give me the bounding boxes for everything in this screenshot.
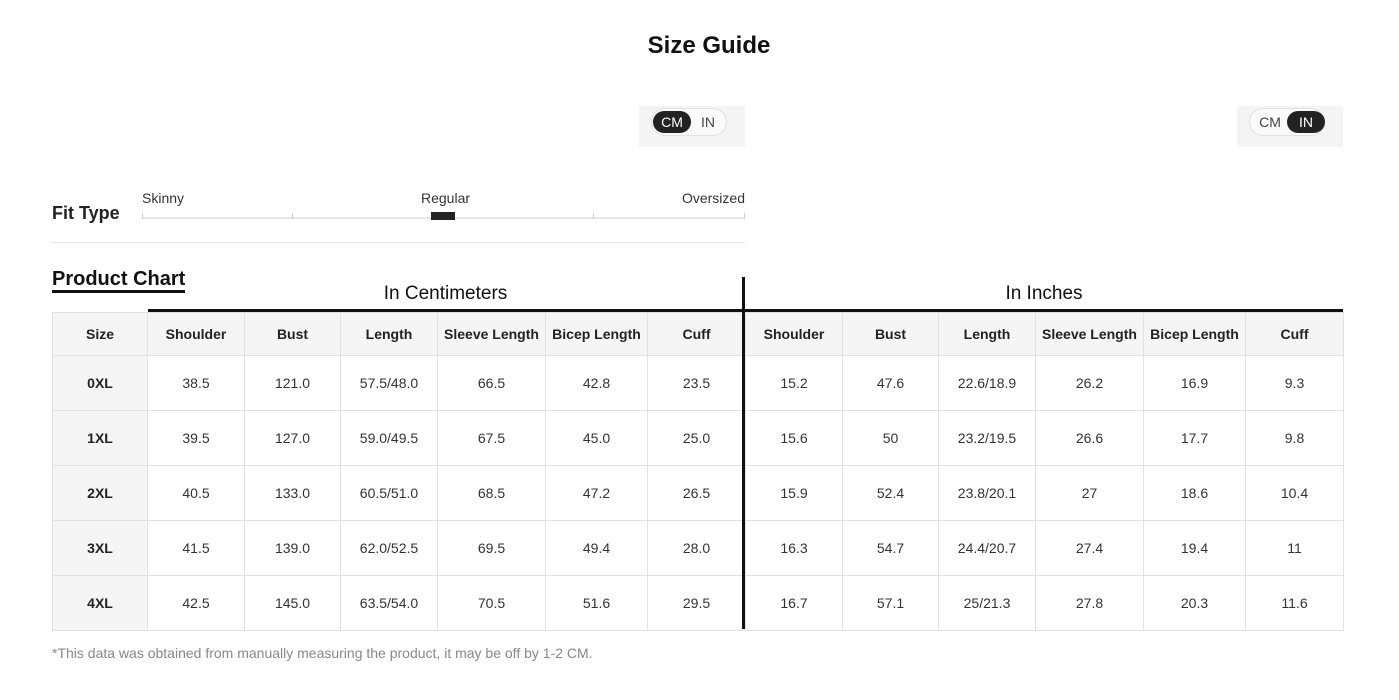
fit-scale-oversized: Oversized — [681, 190, 745, 206]
header-bust-in: Bust — [843, 313, 939, 356]
header-cuff-in: Cuff — [1246, 313, 1344, 356]
table-cell: 121.0 — [245, 356, 341, 411]
table-cell: 17.7 — [1144, 411, 1246, 466]
header-size: Size — [53, 313, 148, 356]
table-cell: 54.7 — [843, 521, 939, 576]
fit-scale-tick — [744, 213, 745, 219]
table-cell: 24.4/20.7 — [939, 521, 1036, 576]
cm-heading: In Centimeters — [383, 283, 508, 304]
size-cell: 3XL — [53, 521, 148, 576]
table-cell: 69.5 — [438, 521, 546, 576]
table-cell: 9.3 — [1246, 356, 1344, 411]
table-cell: 27 — [1036, 466, 1144, 521]
header-sleeve-length-in: Sleeve Length — [1036, 313, 1144, 356]
table-cell: 47.6 — [843, 356, 939, 411]
unit-toggle-panel-cm — [639, 106, 745, 147]
table-cell: 27.4 — [1036, 521, 1144, 576]
size-table — [52, 312, 1344, 631]
table-row — [53, 411, 1344, 466]
table-cell: 40.5 — [148, 466, 245, 521]
table-cell: 26.5 — [648, 466, 746, 521]
table-cell: 70.5 — [438, 576, 546, 631]
table-cell: 57.1 — [843, 576, 939, 631]
table-cell: 145.0 — [245, 576, 341, 631]
fit-type-label: Fit Type — [52, 203, 120, 223]
table-cell: 26.6 — [1036, 411, 1144, 466]
table-cell: 23.8/20.1 — [939, 466, 1036, 521]
table-cell: 11.6 — [1246, 576, 1344, 631]
table-cell: 57.5/48.0 — [341, 356, 438, 411]
size-cell: 4XL — [53, 576, 148, 631]
table-cell: 16.9 — [1144, 356, 1246, 411]
table-cell: 18.6 — [1144, 466, 1246, 521]
table-cell: 60.5/51.0 — [341, 466, 438, 521]
header-bicep-length-cm: Bicep Length — [546, 313, 648, 356]
table-cell: 16.7 — [746, 576, 843, 631]
table-cell: 42.8 — [546, 356, 648, 411]
table-cell: 25.0 — [648, 411, 746, 466]
table-cell: 67.5 — [438, 411, 546, 466]
table-row — [53, 356, 1344, 411]
unit-toggle-in — [1249, 108, 1325, 136]
unit-toggle-cm — [651, 108, 727, 136]
fit-scale-regular: Regular — [421, 190, 471, 206]
in-heading: In Inches — [1005, 283, 1083, 304]
fit-scale-skinny: Skinny — [142, 190, 185, 206]
table-row — [53, 576, 1344, 631]
table-cell: 23.5 — [648, 356, 746, 411]
table-cell: 22.6/18.9 — [939, 356, 1036, 411]
table-cell: 63.5/54.0 — [341, 576, 438, 631]
table-cell: 26.2 — [1036, 356, 1144, 411]
table-cell: 47.2 — [546, 466, 648, 521]
header-length-in: Length — [939, 313, 1036, 356]
fit-scale-tick — [292, 213, 293, 219]
fit-scale-marker — [431, 212, 455, 220]
table-cell: 49.4 — [546, 521, 648, 576]
page-title: Size Guide — [647, 32, 771, 59]
table-cell: 42.5 — [148, 576, 245, 631]
header-cuff-cm: Cuff — [648, 313, 746, 356]
table-cell: 51.6 — [546, 576, 648, 631]
table-cell: 20.3 — [1144, 576, 1246, 631]
table-row — [53, 466, 1344, 521]
header-shoulder-cm: Shoulder — [148, 313, 245, 356]
table-cell: 38.5 — [148, 356, 245, 411]
table-cell: 25/21.3 — [939, 576, 1036, 631]
table-cell: 139.0 — [245, 521, 341, 576]
table-cell: 41.5 — [148, 521, 245, 576]
table-cell: 27.8 — [1036, 576, 1144, 631]
size-cell: 1XL — [53, 411, 148, 466]
table-cell: 23.2/19.5 — [939, 411, 1036, 466]
table-cell: 16.3 — [746, 521, 843, 576]
table-cell: 62.0/52.5 — [341, 521, 438, 576]
header-shoulder-in: Shoulder — [746, 313, 843, 356]
fit-divider — [52, 242, 745, 243]
table-cell: 133.0 — [245, 466, 341, 521]
table-cell: 15.9 — [746, 466, 843, 521]
header-bust-cm: Bust — [245, 313, 341, 356]
table-cell: 127.0 — [245, 411, 341, 466]
unit-divider — [742, 277, 745, 629]
table-cell: 45.0 — [546, 411, 648, 466]
header-sleeve-length-cm: Sleeve Length — [438, 313, 546, 356]
table-cell: 15.2 — [746, 356, 843, 411]
table-cell: 11 — [1246, 521, 1344, 576]
table-cell: 28.0 — [648, 521, 746, 576]
table-cell: 39.5 — [148, 411, 245, 466]
table-cell: 19.4 — [1144, 521, 1246, 576]
unit-option-cm[interactable]: CM — [653, 111, 691, 133]
unit-option-in[interactable]: IN — [1287, 111, 1325, 133]
table-cell: 15.6 — [746, 411, 843, 466]
table-cell: 10.4 — [1246, 466, 1344, 521]
product-chart-title: Product Chart — [52, 268, 185, 293]
fit-scale-tick — [593, 213, 594, 219]
measurement-note: *This data was obtained from manually measuring the product, it may be off by 1-2 CM. — [52, 645, 593, 661]
header-length-cm: Length — [341, 313, 438, 356]
table-cell: 50 — [843, 411, 939, 466]
table-cell: 68.5 — [438, 466, 546, 521]
table-cell: 29.5 — [648, 576, 746, 631]
size-cell: 0XL — [53, 356, 148, 411]
fit-scale-tick — [142, 213, 143, 219]
table-cell: 9.8 — [1246, 411, 1344, 466]
fit-scale-track — [142, 217, 745, 219]
unit-option-cm[interactable]: CM — [1259, 114, 1281, 130]
table-header-row — [53, 313, 1344, 356]
unit-option-in[interactable]: IN — [701, 114, 715, 130]
unit-toggle-panel-in — [1237, 106, 1343, 147]
table-cell: 59.0/49.5 — [341, 411, 438, 466]
table-cell: 52.4 — [843, 466, 939, 521]
header-bicep-length-in: Bicep Length — [1144, 313, 1246, 356]
table-row — [53, 521, 1344, 576]
table-cell: 66.5 — [438, 356, 546, 411]
size-cell: 2XL — [53, 466, 148, 521]
